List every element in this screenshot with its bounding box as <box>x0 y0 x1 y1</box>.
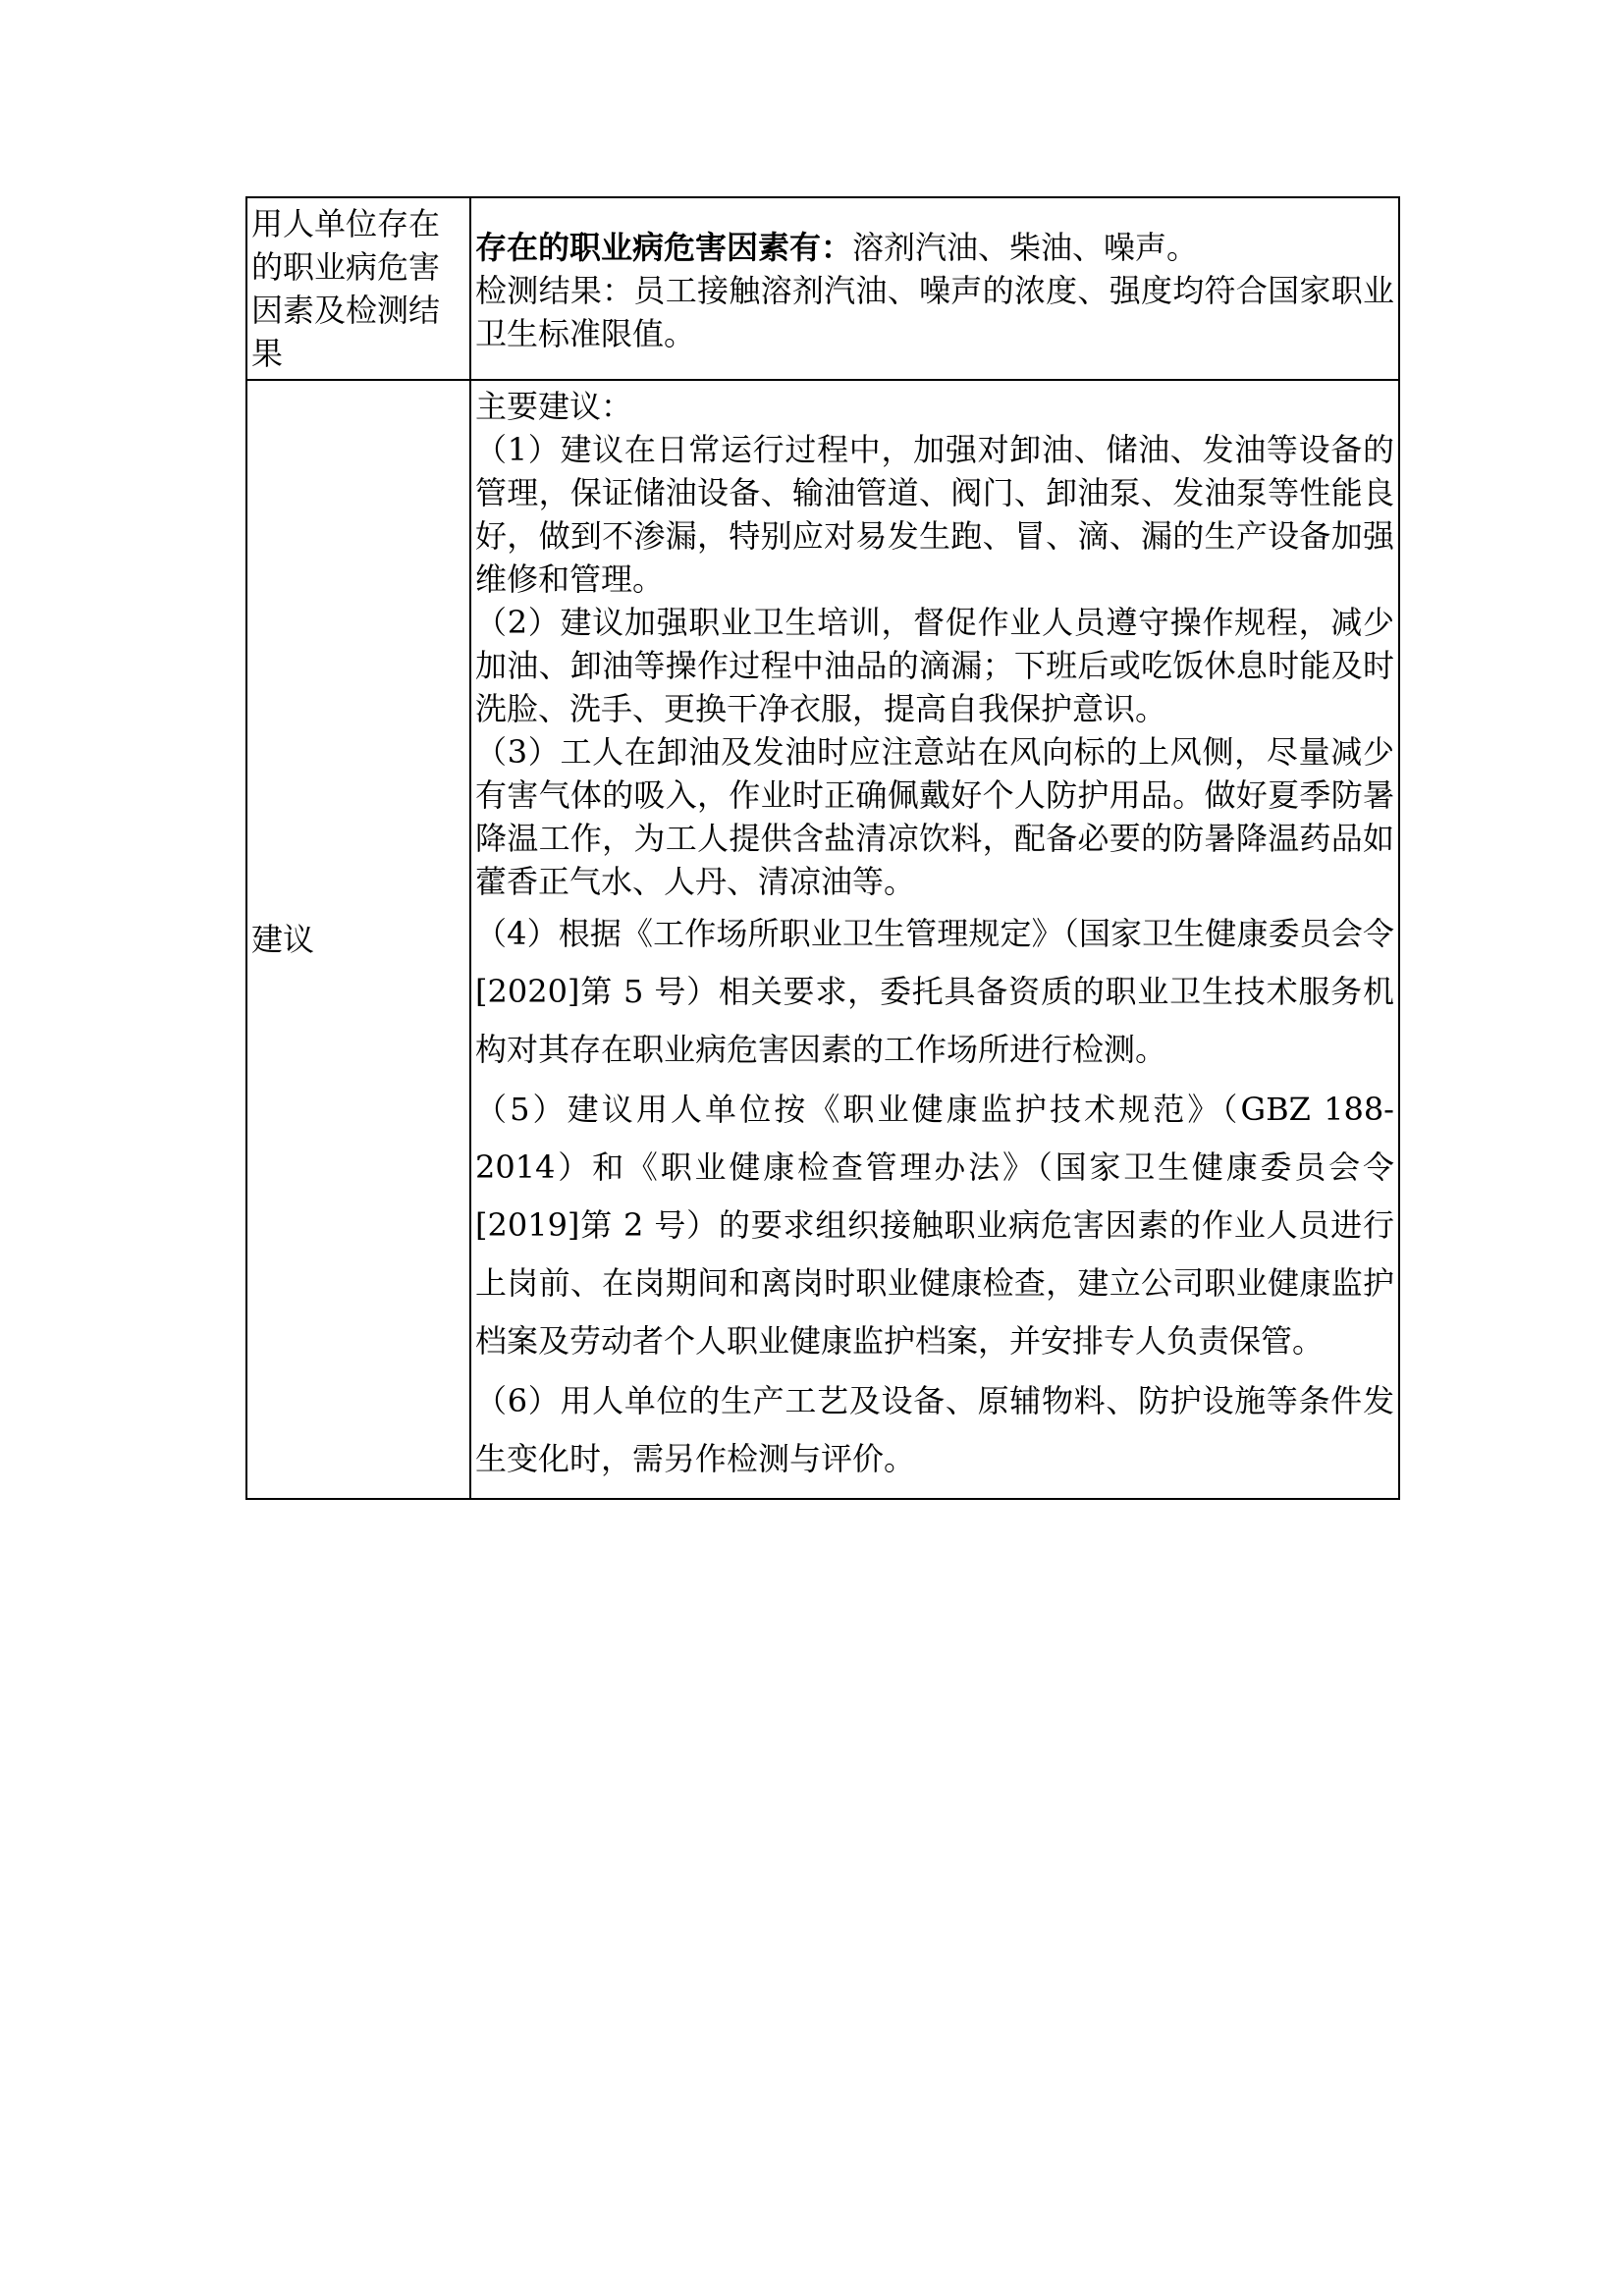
label-advice-text: 建议 <box>251 921 315 958</box>
hazard-factors-lead: 存在的职业病危害因素有： <box>475 229 853 266</box>
content-hazard-factors <box>470 197 1399 380</box>
hazard-factors-text: 溶剂汽油、柴油、噪声。 <box>852 229 1199 266</box>
advice-heading: 主要建议： <box>475 388 633 425</box>
advice-item-3: （3）工人在卸油及发油时应注意站在风向标的上风侧，尽量减少有害气体的吸入，作业时正确佩戴好个人防护用品。做好夏季防暑降温工作，为工人提供含盐清凉饮料，配备必要的防暑降温药品如藿香正气水、人丹、清凉油等。 <box>475 733 1394 900</box>
advice-item-2: （2）建议加强职业卫生培训，督促作业人员遵守操作规程，减少加油、卸油等操作过程中油品的滴漏；下班后或吃饭休息时能及时洗脸、洗手、更换干净衣服，提高自我保护意识。 <box>475 604 1394 727</box>
table-row-hazard-factors <box>246 197 1399 380</box>
table-row-advice <box>246 380 1399 1499</box>
hazard-factors-line <box>475 226 1394 269</box>
advice-item-6: （6）用人单位的生产工艺及设备、原辅物料、防护设施等条件发生变化时，需另作检测与评价。 <box>475 1382 1394 1477</box>
advice-item-1: （1）建议在日常运行过程中，加强对卸油、储油、发油等设备的管理，保证储油设备、输油管道、阀门、卸油泵、发油泵等性能良好，做到不渗漏，特别应对易发生跑、冒、滴、漏的生产设备加强维修和管理。 <box>475 431 1394 598</box>
content-advice <box>470 380 1399 1499</box>
label-advice <box>246 380 470 1499</box>
detection-result-text: 检测结果：员工接触溶剂汽油、噪声的浓度、强度均符合国家职业卫生标准限值。 <box>475 272 1394 352</box>
label-hazard-factors <box>246 197 470 380</box>
advice-item-4: （4）根据《工作场所职业卫生管理规定》（国家卫生健康委员会令[2020]第 5 号）相关要求，委托具备资质的职业卫生技术服务机构对其存在职业病危害因素的工作场所进行检测。 <box>475 915 1394 1068</box>
report-table <box>245 196 1400 1500</box>
advice-item-5: （5）建议用人单位按《职业健康监护技术规范》（GBZ 188-2014）和《职业健康检查管理办法》（国家卫生健康委员会令[2019]第 2 号）的要求组织接触职业病危害因素的作业人员进行上岗前、在岗期间和离岗时职业健康检查，建立公司职业健康监护档案及劳动者个人职业健康监护档案，并安排专人负责保管。 <box>475 1091 1394 1360</box>
label-hazard-factors-text: 用人单位存在的职业病危害因素及检测结果 <box>251 205 441 372</box>
